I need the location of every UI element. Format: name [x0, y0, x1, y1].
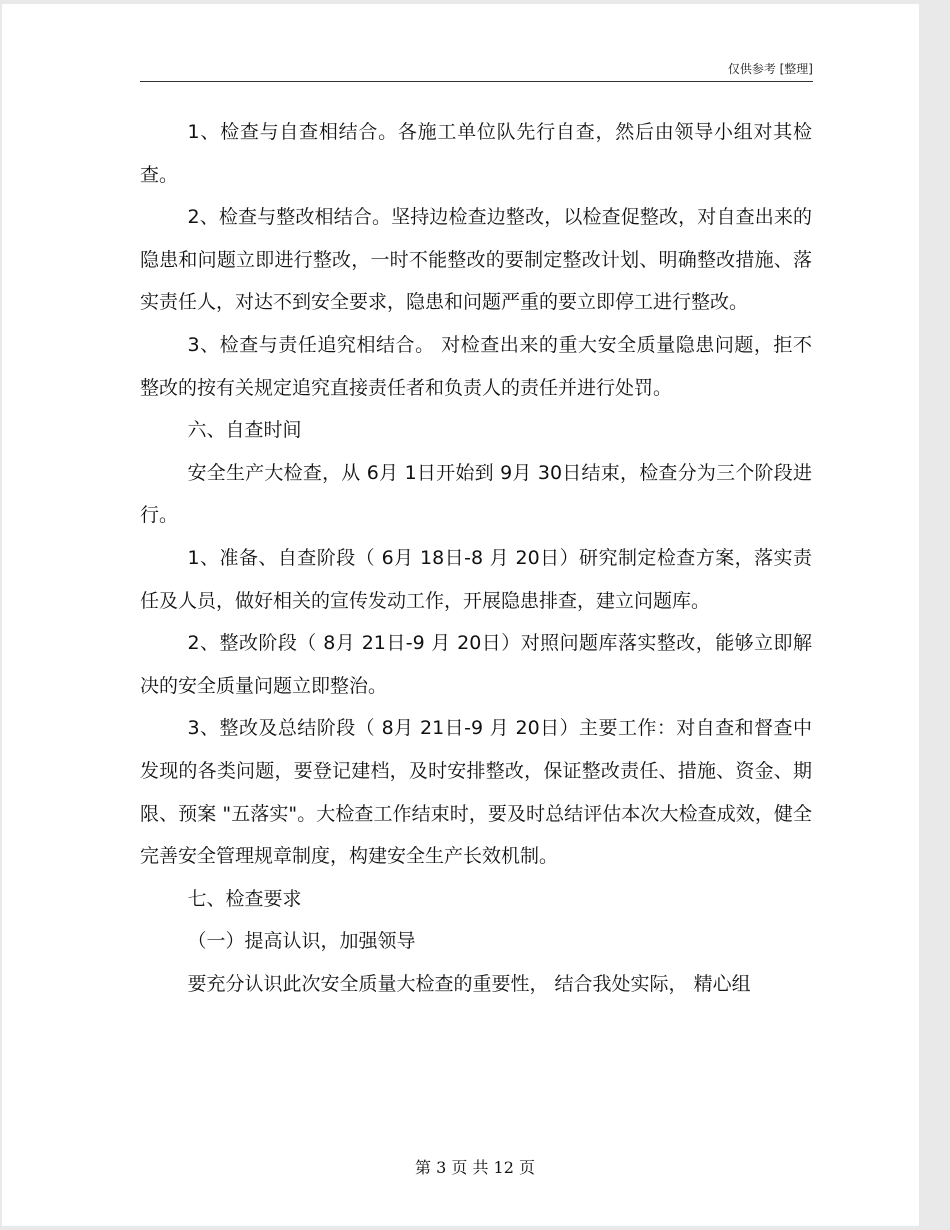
- page-number-footer: 第 3 页 共 12 页: [415, 1158, 535, 1177]
- paragraph: 3、检查与责任追究相结合。 对检查出来的重大安全质量隐患问题，拒不整改的按有关规定追究直接责任者和负责人的责任并进行处罚。: [140, 333, 812, 399]
- paragraph: 要充分认识此次安全质量大检查的重要性， 结合我处实际， 精心组: [187, 972, 751, 995]
- header-divider: [140, 81, 813, 82]
- paragraph: 1、准备、自查阶段（ 6月 18日-8 月 20日）研究制定检查方案，落实责任及人员，做好相关的宣传发动工作，开展隐患排查，建立问题库。: [140, 546, 812, 612]
- document-page: [2, 4, 919, 1226]
- section-heading: 七、检查要求: [187, 887, 302, 910]
- subsection-heading: （一）提高认识，加强领导: [187, 930, 416, 953]
- body-text: [140, 111, 812, 1005]
- section-heading: 六、自查时间: [187, 419, 302, 442]
- paragraph: 2、检查与整改相结合。坚持边检查边整改，以检查促整改，对自查出来的隐患和问题立即进行整改，一时不能整改的要制定整改计划、明确整改措施、落实责任人，对达不到安全要求，隐患和问题严重的要立即停工进行整改。: [140, 206, 812, 314]
- paragraph: 1、检查与自查相结合。各施工单位队先行自查，然后由领导小组对其检查。: [140, 121, 812, 186]
- paragraph: 安全生产大检查，从 6月 1日开始到 9月 30日结束，检查分为三个阶段进行。: [140, 461, 812, 527]
- paragraph: 2、整改阶段（ 8月 21日-9 月 20日）对照问题库落实整改，能够立即解决的安全质量问题立即整治。: [140, 632, 812, 697]
- page-header: 仅供参考 [整理]: [727, 62, 813, 76]
- paragraph: 3、整改及总结阶段（ 8月 21日-9 月 20日）主要工作：对自查和督查中发现的各类问题，要登记建档，及时安排整改，保证整改责任、措施、资金、期限、预案 "五落实"。大检查工作结束时，要及时总结评估本次大检查成效，健全完善安全管理规章制度，构建安全生产长效机制。: [140, 717, 812, 868]
